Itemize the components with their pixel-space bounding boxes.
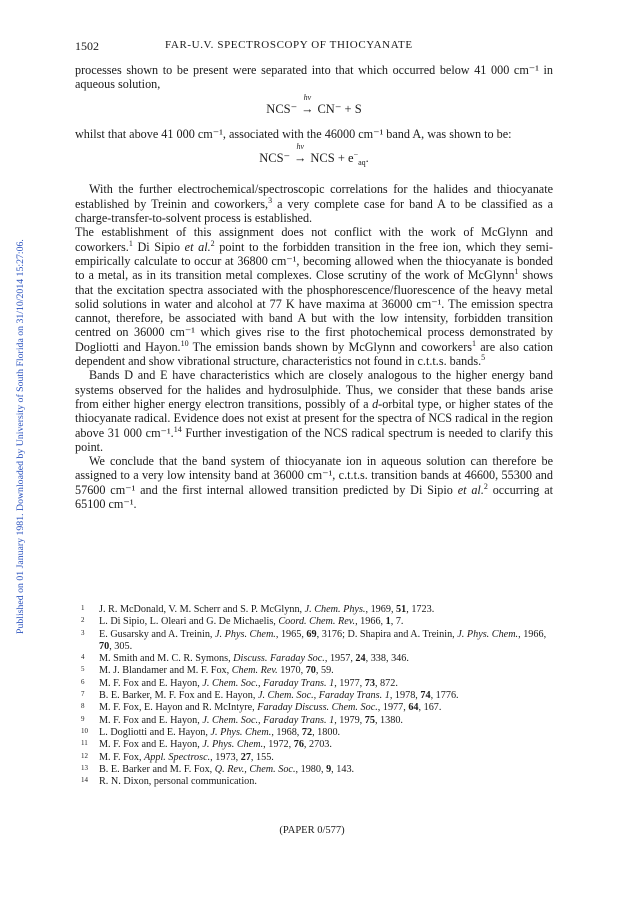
eq1-arrow: hν → bbox=[301, 92, 314, 116]
page-number: 1502 bbox=[75, 39, 99, 53]
watermark-text: Published on 01 January 1981. Downloaded by University of South Florida on 31/10/2014 15:27:06. bbox=[15, 239, 26, 634]
reference-item: 8 M. F. Fox, E. Hayon and R. McIntyre, Faraday Discuss. Chem. Soc., 1977, 64, 167. bbox=[81, 702, 442, 714]
paragraph-1: processes shown to be present were separated into that which occurred below 41 000 cm⁻¹ in aqueous solution, bbox=[75, 63, 553, 92]
reference-list bbox=[81, 604, 551, 788]
reference-item: 13 B. E. Barker and M. F. Fox, Q. Rev., Chem. Soc., 1980, 9, 143. bbox=[81, 763, 355, 775]
equation-2 bbox=[75, 142, 553, 168]
eq2-products: NCS + $e^-_{aq}$. bbox=[310, 150, 369, 168]
eq2-reactant: NCS⁻ bbox=[259, 151, 291, 166]
reference-item: 10 L. Dogliotti and E. Hayon, J. Phys. Chem., 1968, 72, 1800. bbox=[81, 726, 341, 738]
equation-1 bbox=[75, 92, 553, 116]
reference-item: 12 M. F. Fox, Appl. Spectrosc., 1973, 27, 155. bbox=[81, 751, 274, 763]
reference-item: 4 M. Smith and M. C. R. Symons, Discuss. Faraday Soc., 1957, 24, 338, 346. bbox=[81, 653, 409, 665]
reference-item: 5 M. J. Blandamer and M. F. Fox, Chem. Rev. 1970, 70, 59. bbox=[81, 665, 334, 677]
eq2-hv-label: hν bbox=[296, 142, 305, 152]
eq2-arrow: hν → bbox=[294, 142, 307, 166]
paragraph-2: whilst that above 41 000 cm⁻¹, associated with the 46000 cm⁻¹ band A, was shown to be: bbox=[75, 126, 512, 141]
reference-item: 1 J. R. McDonald, V. M. Scherr and S. P. McGlynn, J. Chem. Phys., 1969, 51, 1723. bbox=[81, 604, 435, 615]
reference-item: 2 L. Di Sipio, L. Oleari and G. De Michaelis, Coord. Chem. Rev., 1966, 1, 7. bbox=[81, 616, 404, 628]
reference-item: 11 M. F. Fox and E. Hayon, J. Phys. Chem., 1972, 76, 2703. bbox=[81, 739, 332, 751]
running-title: FAR-U.V. SPECTROSCOPY OF THIOCYANATE bbox=[165, 39, 413, 51]
reference-item: 3 E. Gusarsky and A. Treinin, J. Phys. Chem., 1965, 69, 3176; D. Shapira and A. Treinin, J. Phys. Chem., 1966, 70, 305. bbox=[81, 628, 547, 652]
reference-item: 7 B. E. Barker, M. F. Fox and E. Hayon, J. Chem. Soc., Faraday Trans. 1, 1978, 74, 1776. bbox=[81, 690, 459, 702]
download-watermark bbox=[4, 126, 26, 634]
eq1-hv-label: hν bbox=[303, 92, 312, 102]
article-body bbox=[75, 63, 553, 511]
eq1-reactant: NCS⁻ bbox=[266, 101, 298, 116]
paragraph-5: Bands D and E have characteristics which are closely analogous to the higher energy band systems observed for the halides and hydrosulphide. Thus, we consider that these bands arise from either higher energy electron transitions, possibly of a d-orbital type, or higher states of the thiocyanate radical. Evidence does not exist at present for the spectra of NCS radical in the region above 31 000 cm⁻¹.$^{14}$ Further investigation of the NCS radical spectrum is needed to clarify this point. bbox=[75, 368, 553, 454]
reference-item: 9 M. F. Fox and E. Hayon, J. Chem. Soc., Faraday Trans. 1, 1979, 75, 1380. bbox=[81, 714, 403, 726]
reference-item: 14 R. N. Dixon, personal communication. bbox=[81, 776, 257, 788]
eq1-products: CN⁻ + S bbox=[317, 101, 362, 116]
paragraph-4: The establishment of this assignment does not conflict with the work of McGlynn and coworkers.$^1$ Di Sipio et al.$^2$ point to the forbidden transition in the free ion, which they semi-empirically calculate to occur at 36800 cm⁻¹, becoming allowed when the thiocyanate is bonded to a metal, as in its transition metal complexes. Close scrutiny of the work of McGlynn$^1$ shows that the excitation spectra associated with the phosphorescence/fluorescence of the heavy metal solid solutions in water and alcohol at 77 K have maxima at 36000 cm⁻¹. The emission spectra cannot, therefore, be associated with band A but with the low intensity, forbidden transition centred on 36000 cm⁻¹ which gives rise to the first photochemical process demonstrated by Dogliotti and Hayon.$^{10}$ The emission bands shown by McGlynn and coworkers$^1$ are also cation dependent and show vibrational structure, characteristics not found in c.t.t.s. bands.$^5$ bbox=[75, 225, 553, 369]
paragraph-3: With the further electrochemical/spectroscopic correlations for the halides and thiocyanate established by Treinin and coworkers,$^3$ a very complete case for band A to be classified as a charge-transfer-to-solvent process is established. bbox=[75, 182, 553, 226]
paper-number: (PAPER 0/577) bbox=[279, 825, 345, 836]
page-header bbox=[75, 39, 553, 55]
paragraph-6: We conclude that the band system of thiocyanate ion in aqueous solution can therefore be assigned to a very low intensity band at 36000 cm⁻¹, c.t.t.s. transition bands at 46600, 55300 and 57600 cm⁻¹ and the first internal allowed transition predicted by Di Sipio et al.$^2$ occurring at 65100 cm⁻¹. bbox=[75, 454, 554, 512]
reference-item: 6 M. F. Fox and E. Hayon, J. Chem. Soc., Faraday Trans. 1, 1977, 73, 872. bbox=[81, 677, 398, 689]
